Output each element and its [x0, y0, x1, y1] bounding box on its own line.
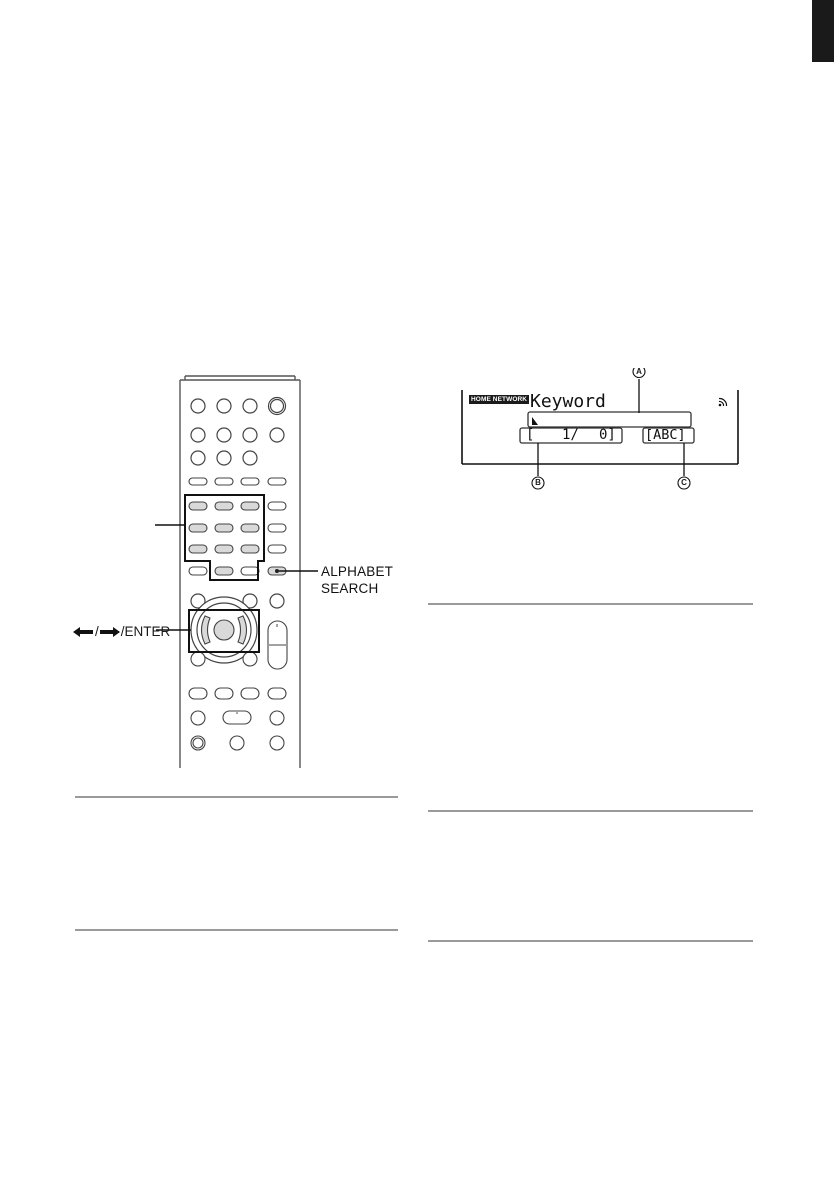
number-grid-leader-line	[150, 510, 190, 540]
enter-label	[72, 623, 170, 640]
counter-bracket: [	[526, 427, 535, 443]
counter-total: 0]	[599, 427, 616, 443]
section-rule-right-2	[428, 810, 753, 812]
counter-value: 1/	[562, 427, 579, 443]
wifi-icon	[718, 397, 728, 407]
arrow-right-icon	[99, 626, 121, 638]
callout-b: B	[535, 478, 541, 487]
section-rule-right-1	[428, 603, 753, 605]
page-tab	[812, 0, 834, 62]
source-badge: HOME NETWORK	[471, 396, 528, 403]
alphabet-search-label-line1: ALPHABET	[321, 564, 394, 579]
alphabet-search-label-line2: SEARCH	[321, 581, 379, 596]
display-title: Keyword	[530, 391, 606, 412]
section-rule-left-2	[75, 929, 398, 931]
section-rule-left-1	[75, 796, 398, 798]
lcd-display-illustration	[456, 368, 746, 493]
arrow-left-icon	[72, 626, 94, 638]
alphabet-search-label	[321, 563, 393, 597]
callout-c: C	[681, 478, 687, 487]
arrow-separator: /	[95, 624, 99, 639]
callout-a: A	[636, 367, 642, 376]
alphabet-search-leader-line	[275, 560, 320, 580]
section-rule-right-3	[428, 940, 753, 942]
mode-indicator: [ABC]	[645, 427, 686, 443]
enter-label-text: /ENTER	[120, 624, 171, 639]
